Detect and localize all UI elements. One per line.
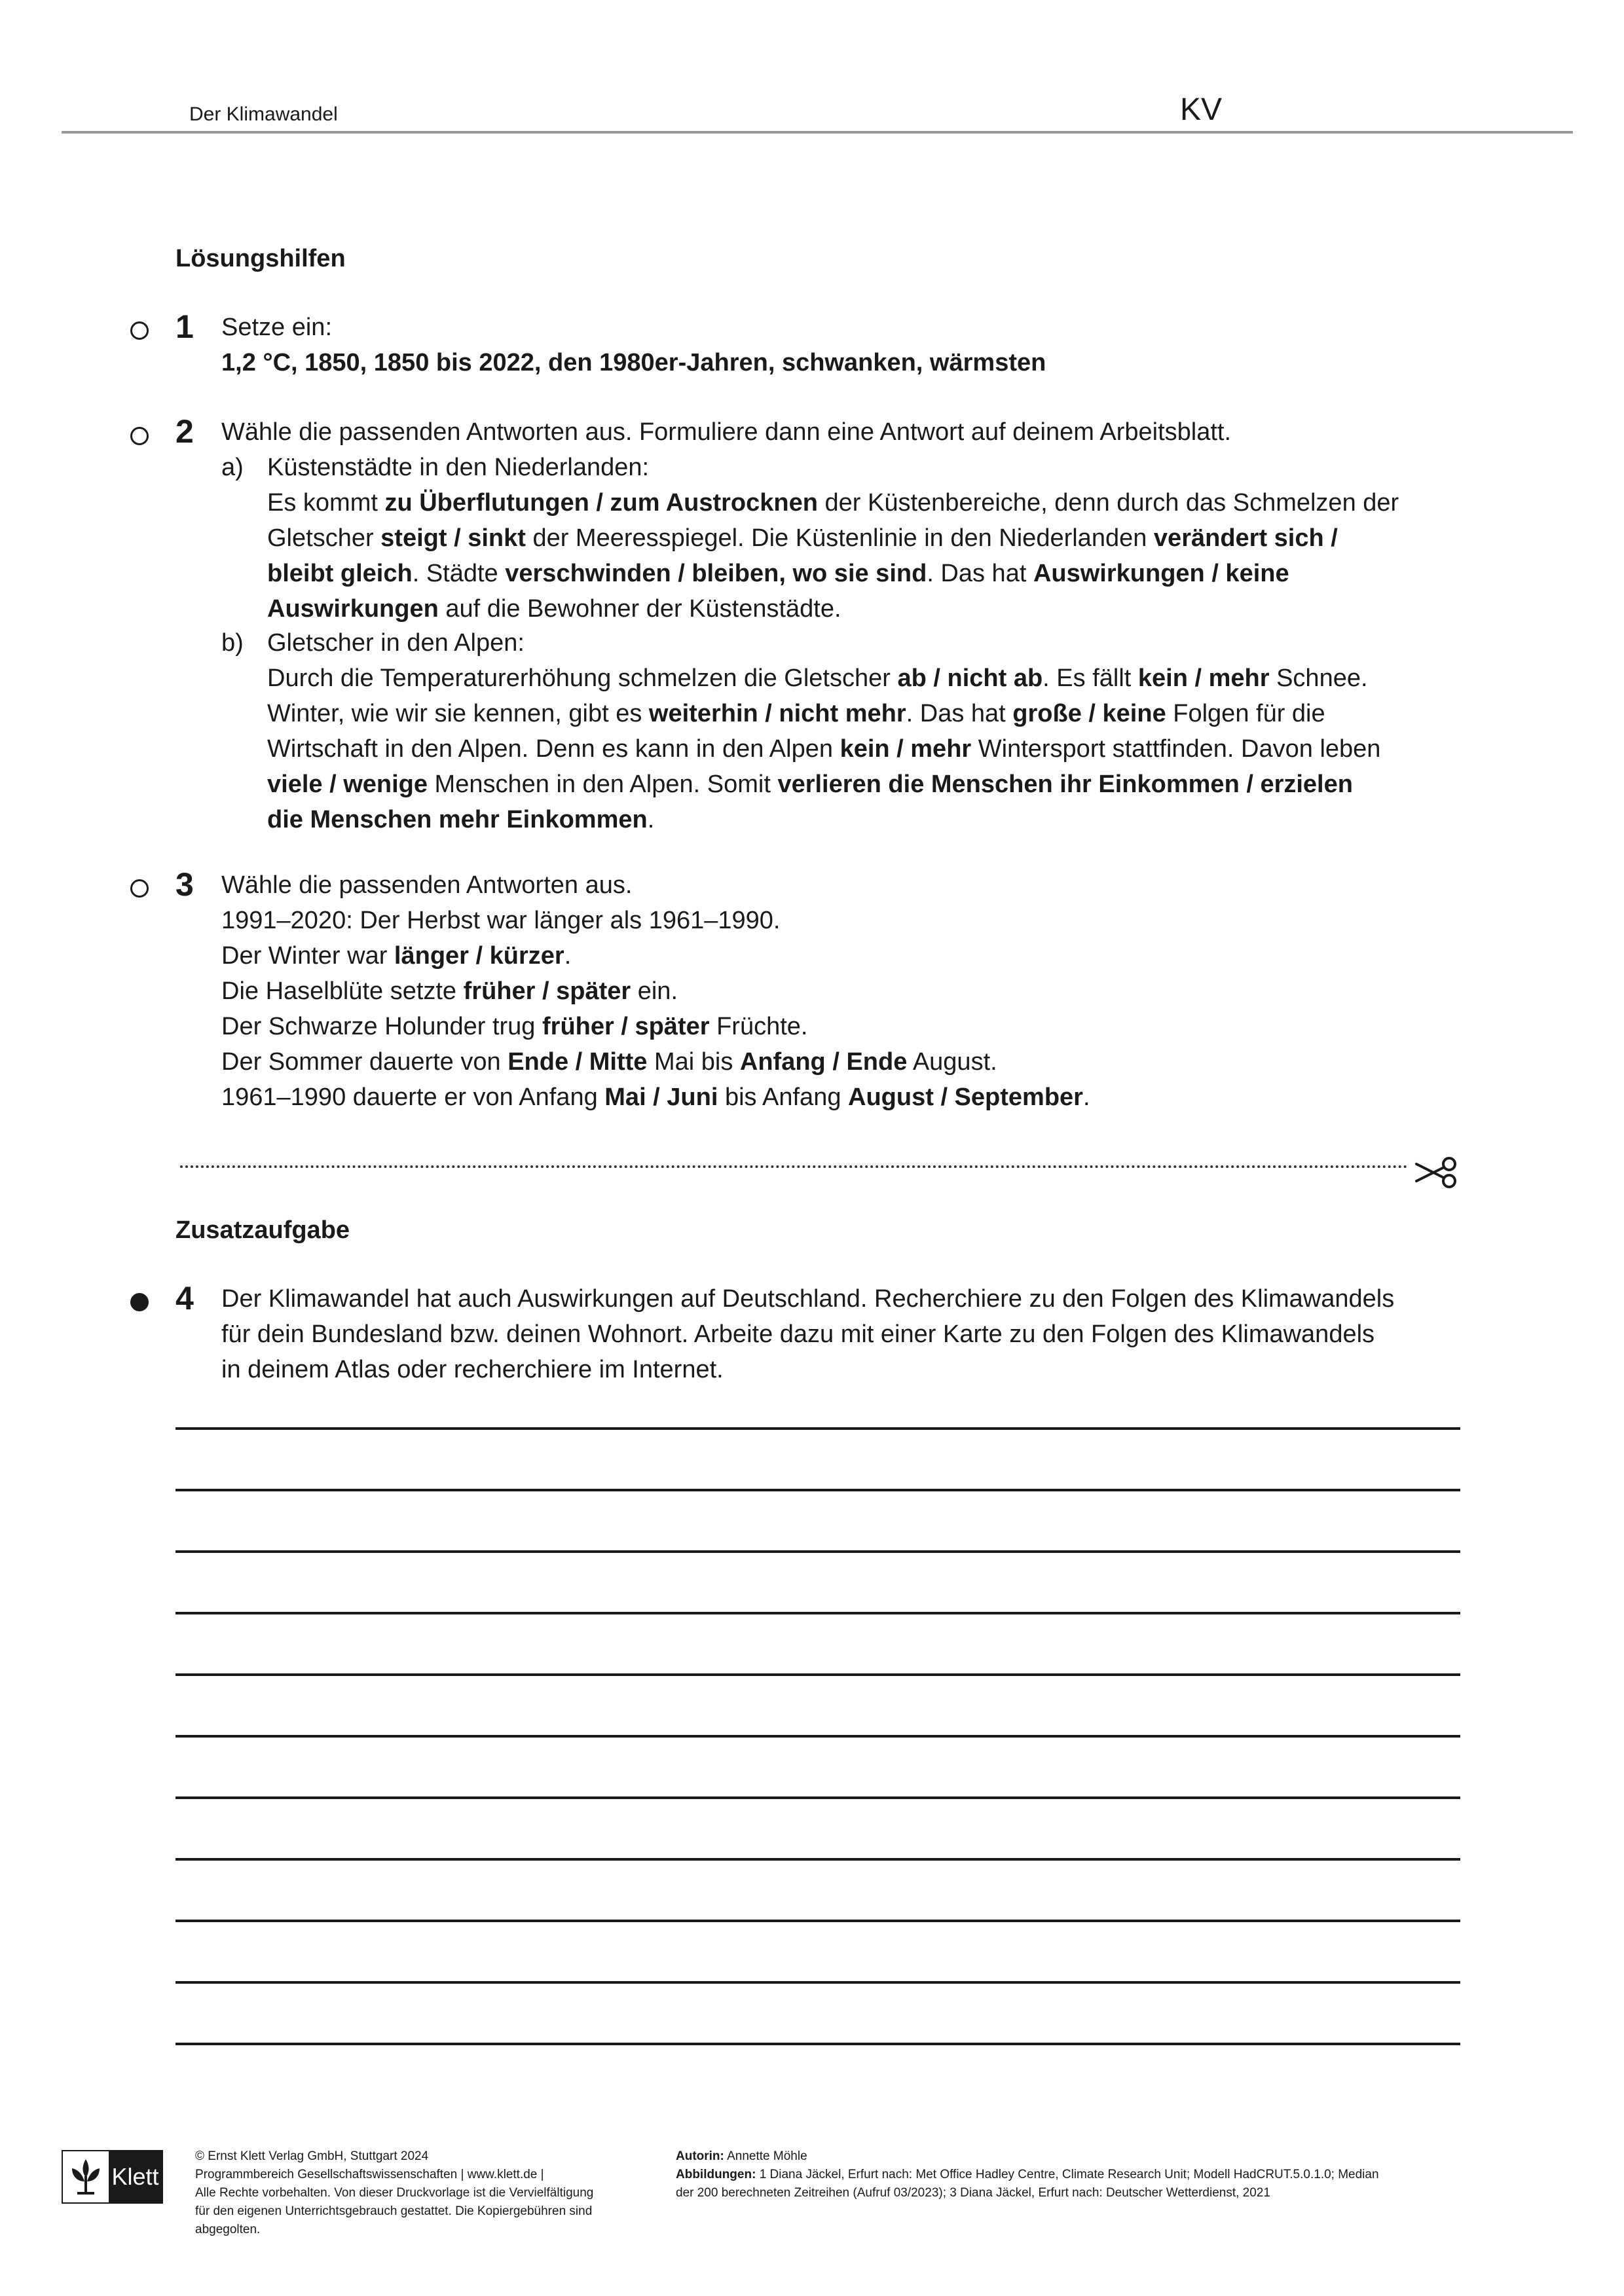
task-4-checkbox[interactable] (130, 1293, 149, 1311)
task-1-body (221, 310, 1046, 380)
task-1-checkbox[interactable] (130, 321, 149, 340)
task-3-line: 1961–1990 dauerte er von Anfang Mai / Juni bis Anfang August / September. (221, 1084, 1090, 1111)
writing-line[interactable] (175, 1550, 1460, 1553)
task-2-instruction-text: Wähle die passenden Antworten aus. Formuliere dann eine Antwort auf deinem Arbeitsblatt. (221, 418, 1232, 446)
task-2b-title: Gletscher in den Alpen: (267, 629, 525, 657)
writing-line[interactable] (175, 1489, 1460, 1491)
task-4-line: für dein Bundesland bzw. deinen Wohnort. Arbeite dazu mit einer Karte zu den Folgen des Klimawandels (221, 1321, 1375, 1348)
writing-line[interactable] (175, 1735, 1460, 1738)
task-4-number: 4 (175, 1280, 194, 1317)
writing-line[interactable] (175, 1673, 1460, 1676)
task-1-number: 1 (175, 308, 194, 345)
task-2b-label: b) (221, 629, 244, 657)
writing-line[interactable] (175, 1920, 1460, 1922)
task-3-line: Der Sommer dauerte von Ende / Mitte Mai bis Anfang / Ende August. (221, 1048, 997, 1076)
task-2-instruction (221, 414, 1231, 450)
writing-line[interactable] (175, 1858, 1460, 1861)
cut-line (180, 1165, 1408, 1168)
footer-credits: Autorin: Annette Möhle Abbildungen: 1 Diana Jäckel, Erfurt nach: Met Office Hadley Centre, Climate Research Unit; Modell HadCRUT.5.0.1.0; Median der 200 berechneten Zeitreihen (Aufruf 03/2023); 3 Diana Jäckel, Erfurt nach: Deutscher Wetterdienst, 2021 (676, 2147, 1379, 2202)
task-4-line: in deinem Atlas oder recherchiere im Internet. (221, 1356, 724, 1383)
task-2a-title: Küstenstädte in den Niederlanden: (267, 454, 650, 481)
task-3-body (221, 867, 1090, 1115)
task-3-line: 1991–2020: Der Herbst war länger als 1961–1990. (221, 907, 781, 934)
task-1-words: 1,2 °C, 1850, 1850 bis 2022, den 1980er-Jahren, schwanken, wärmsten (221, 349, 1046, 376)
writing-line[interactable] (175, 1981, 1460, 1984)
klett-logo (62, 2150, 163, 2204)
task-3-line: Der Schwarze Holunder trug früher / später Früchte. (221, 1013, 808, 1040)
task-3-line: Der Winter war länger / kürzer. (221, 942, 572, 970)
task-2a: a) Küstenstädte in den Niederlanden: Es kommt zu Überflutungen / zum Austrocknen der Küstenbereiche, denn durch das Schmelzen der Gletscher steigt / sinkt der Meeresspiegel. Die Küstenlinie in den Niederlanden verändert sich / bleibt gleich. Städte verschwinden / bleiben, wo sie sind. Das hat Auswirkungen / keine Auswirkungen auf die Bewohner der Küstenstädte. (221, 450, 1466, 627)
writing-line[interactable] (175, 1427, 1460, 1430)
task-2a-label: a) (221, 454, 244, 481)
footer-images: Abbildungen: 1 Diana Jäckel, Erfurt nach: Met Office Hadley Centre, Climate Research Unit; Modell HadCRUT.5.0.1.0; Median (676, 2168, 1379, 2181)
header-code: KV (1180, 92, 1223, 127)
scissors-icon (1413, 1152, 1459, 1192)
footer-copyright: © Ernst Klett Verlag GmbH, Stuttgart 2024 Programmbereich Gesellschaftswissenschaften | www.klett.de | Alle Rechte vorbehalten. Von dieser Druckvorlage ist die Vervielfältigung für den eigenen Unterrichtsgebrauch gestattet. Die Kopiergebühren sind abgegolten. (195, 2149, 594, 2236)
task-4-line: Der Klimawandel hat auch Auswirkungen auf Deutschland. Recherchiere zu den Folgen des Klimawandels (221, 1285, 1395, 1313)
header-rule (62, 131, 1573, 134)
task-2-checkbox[interactable] (130, 427, 149, 445)
footer-author: Autorin: Annette Möhle (676, 2149, 807, 2163)
task-3-instruction: Wähle die passenden Antworten aus. (221, 871, 633, 899)
writing-line[interactable] (175, 1612, 1460, 1614)
heading-zusatzaufgabe: Zusatzaufgabe (175, 1216, 350, 1244)
task-1-instruction: Setze ein: (221, 314, 332, 341)
task-4-body (221, 1281, 1394, 1387)
klett-logo-text: Klett (109, 2151, 162, 2202)
writing-line[interactable] (175, 1796, 1460, 1799)
writing-line[interactable] (175, 2043, 1460, 2045)
heading-loesungshilfen: Lösungshilfen (175, 245, 346, 272)
task-2b: b) Gletscher in den Alpen: Durch die Temperaturerhöhung schmelzen die Gletscher ab / nicht ab. Es fällt kein / mehr Schnee. Winter, wie wir sie kennen, gibt es weiterhin / nicht mehr. Das hat große / keine Folgen für die Wirtschaft in den Alpen. Denn es kann in den Alpen kein / mehr Wintersport stattfinden. Davon leben viele / wenige Menschen in den Alpen. Somit verlieren die Menschen ihr Einkommen / erzielen die Menschen mehr Einkommen. (221, 625, 1466, 837)
task-3-checkbox[interactable] (130, 879, 149, 898)
task-2-number: 2 (175, 413, 194, 450)
klett-logo-icon (68, 2157, 103, 2197)
task-3-line: Die Haselblüte setzte früher / später ein. (221, 977, 678, 1005)
header-title: Der Klimawandel (189, 103, 338, 125)
task-3-number: 3 (175, 866, 194, 903)
